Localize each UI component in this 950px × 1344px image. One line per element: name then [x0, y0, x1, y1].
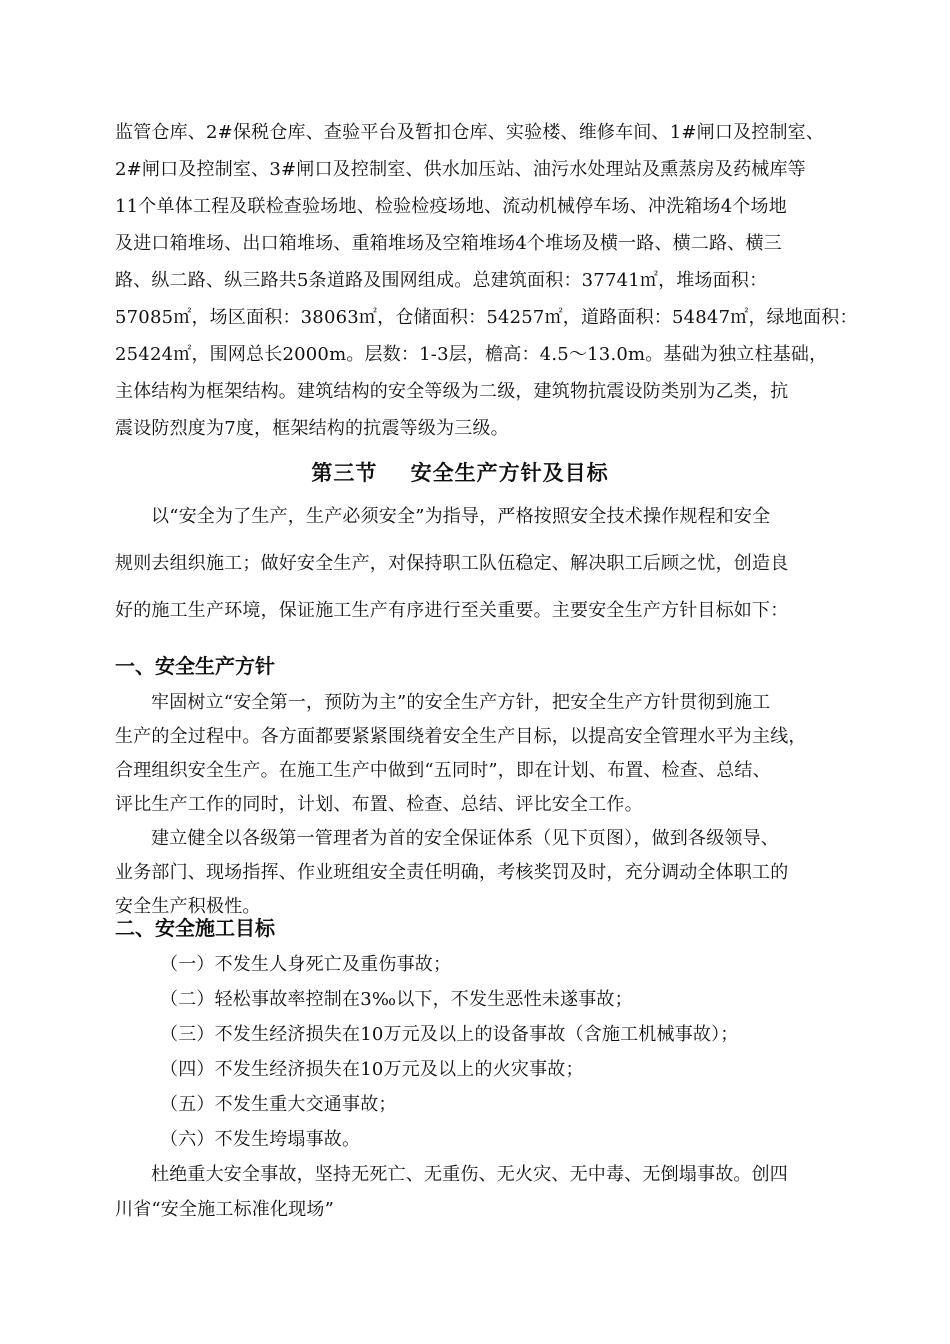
- goal-item: （四）不发生经济损失在10万元及以上的火灾事故；: [160, 1059, 584, 1080]
- goal-item: （六）不发生垮塌事故。: [160, 1129, 361, 1150]
- goals-heading: 二、安全施工目标: [115, 916, 275, 940]
- intro-line: 好的施工生产环境，保证施工生产有序进行至关重要。主要安全生产方针目标如下：: [115, 600, 789, 621]
- overview-line: 11个单体工程及联检查验场地、检验检疫场地、流动机械停车场、冲洗箱场4个场地: [115, 196, 787, 217]
- closing-line: 川省“安全施工标准化现场”: [115, 1199, 335, 1220]
- policy-line: 业务部门、现场指挥、作业班组安全责任明确，考核奖罚及时，充分调动全体职工的: [115, 862, 789, 883]
- section-title: 第三节 安全生产方针及目标: [311, 461, 609, 485]
- closing-line: 杜绝重大安全事故，坚持无死亡、无重伤、无火灾、无中毒、无倒塌事故。创四: [151, 1164, 788, 1185]
- policy-line: 建立健全以各级第一管理者为首的安全保证体系（见下页图），做到各级领导、: [151, 828, 779, 849]
- overview-line: 及进口箱堆场、出口箱堆场、重箱堆场及空箱堆场4个堆场及横一路、横二路、横三: [115, 233, 782, 254]
- goal-item: （二）轻松事故率控制在3‰以下，不发生恶性未遂事故；: [160, 989, 633, 1010]
- policy-line: 生产的全过程中。各方面都要紧紧围绕着安全生产目标，以提高安全管理水平为主线，: [115, 726, 807, 747]
- goal-item: （五）不发生重大交通事故；: [160, 1094, 397, 1115]
- overview-line: 监管仓库、2#保税仓库、查验平台及暂扣仓库、实验楼、维修车间、1#闸口及控制室、: [115, 122, 825, 143]
- policy-line: 安全生产积极性。: [115, 896, 261, 917]
- overview-line: 57085㎡，场区面积：38063㎡，仓储面积：54257㎡，道路面积：54847㎡，绿地面积：: [115, 307, 858, 328]
- overview-line: 主体结构为框架结构。建筑结构的安全等级为二级，建筑物抗震设防类别为乙类，抗: [115, 381, 789, 402]
- goal-item: （一）不发生人身死亡及重伤事故；: [160, 954, 452, 975]
- policy-heading: 一、安全生产方针: [115, 654, 275, 678]
- overview-line: 震设防烈度为7度，框架结构的抗震等级为三级。: [115, 418, 509, 439]
- intro-line: 规则去组织施工；做好安全生产，对保持职工队伍稳定、解决职工后顾之忧，创造良: [115, 553, 789, 574]
- policy-line: 评比生产工作的同时，计划、布置、检查、总结、评比安全工作。: [115, 794, 643, 815]
- goal-item: （三）不发生经济损失在10万元及以上的设备事故（含施工机械事故）；: [160, 1024, 739, 1045]
- overview-line: 25424㎡，围网总长2000m。层数：1-3层，檐高：4.5～13.0m。基础为独立柱基础，: [115, 344, 828, 365]
- overview-line: 2#闸口及控制室、3#闸口及控制室、供水加压站、油污水处理站及熏蒸房及药械库等: [115, 159, 806, 180]
- overview-line: 路、纵二路、纵三路共5条道路及围网组成。总建筑面积：37741㎡，堆场面积：: [115, 270, 768, 291]
- policy-line: 合理组织安全生产。在施工生产中做到“五同时”，即在计划、布置、检查、总结、: [115, 760, 771, 781]
- intro-line: 以“安全为了生产，生产必须安全”为指导，严格按照安全技术操作规程和安全: [151, 506, 771, 527]
- policy-line: 牢固树立“安全第一，预防为主”的安全生产方针，把安全生产方针贯彻到施工: [151, 692, 771, 713]
